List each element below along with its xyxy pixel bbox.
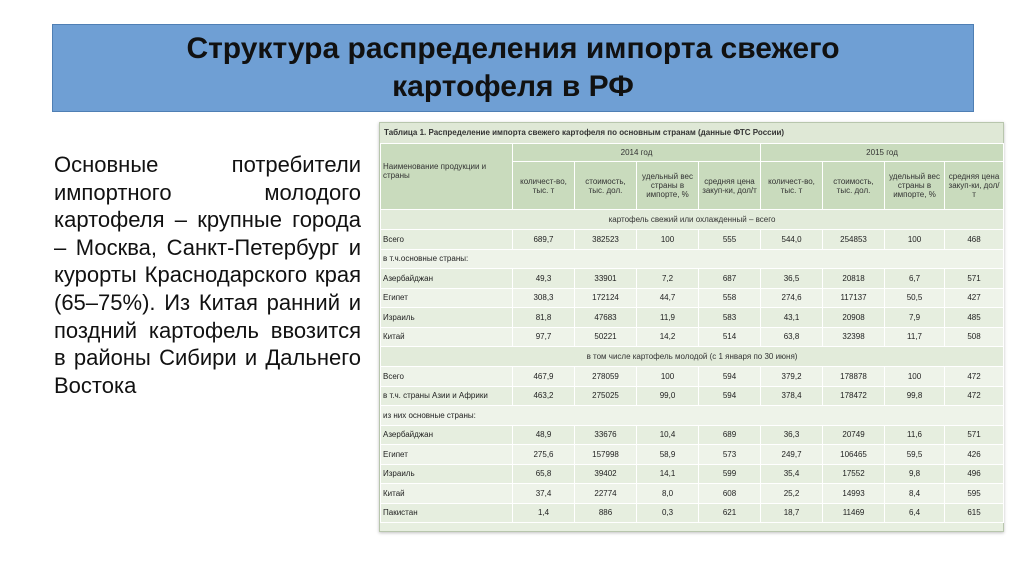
table-cell: 36,3 [761,425,823,445]
table-cell: 32398 [823,327,885,347]
table-cell: 100 [885,367,945,387]
table-cell: 0,3 [637,503,699,523]
column-header: количест-во, тыс. т [513,162,575,210]
row-label: Египет [381,288,513,308]
column-header: стоимость, тыс. дол. [823,162,885,210]
table-cell: 33676 [575,425,637,445]
row-label: Пакистан [381,503,513,523]
column-header: удельный вес страны в импорте, % [885,162,945,210]
table-cell: 117137 [823,288,885,308]
table-cell: 81,8 [513,308,575,328]
row-label: Всего [381,230,513,250]
table-cell: 37,4 [513,484,575,504]
table-cell: 689 [699,425,761,445]
table-cell: 426 [945,445,1004,465]
table-cell: 382523 [575,230,637,250]
table-cell: 18,7 [761,503,823,523]
table-cell: 20749 [823,425,885,445]
table-cell: 33901 [575,269,637,289]
table-cell: 249,7 [761,445,823,465]
table-cell: 274,6 [761,288,823,308]
table-cell: 427 [945,288,1004,308]
table-cell: 97,7 [513,327,575,347]
title-banner [52,24,974,112]
table-cell: 100 [637,230,699,250]
table-cell: 496 [945,464,1004,484]
slide-title [186,30,839,106]
table-row [381,386,1004,406]
table-cell: 308,3 [513,288,575,308]
table-row [381,308,1004,328]
table-cell: 99,0 [637,386,699,406]
row-label: Израиль [381,464,513,484]
table-cell: 485 [945,308,1004,328]
column-header: средняя цена закуп-ки, дол/т [945,162,1004,210]
table-cell: 687 [699,269,761,289]
import-table [380,143,1004,523]
table-cell: 25,2 [761,484,823,504]
table-cell: 43,1 [761,308,823,328]
table-cell: 254853 [823,230,885,250]
table-cell: 468 [945,230,1004,250]
table-row [381,367,1004,387]
table-cell: 58,9 [637,445,699,465]
table-cell: 50,5 [885,288,945,308]
table-cell: 621 [699,503,761,523]
table-cell: 100 [885,230,945,250]
row-label: Азербайджан [381,425,513,445]
table-cell: 22774 [575,484,637,504]
table-row [381,425,1004,445]
row-label: в т.ч. страны Азии и Африки [381,386,513,406]
table-cell: 571 [945,269,1004,289]
table-row [381,269,1004,289]
table-cell: 472 [945,367,1004,387]
table-cell: 35,4 [761,464,823,484]
row-label: Всего [381,367,513,387]
table-cell: 178472 [823,386,885,406]
table-row [381,230,1004,250]
subsection-label: из них основные страны: [381,406,1004,426]
table-cell: 59,5 [885,445,945,465]
table-cell: 573 [699,445,761,465]
column-header: средняя цена закуп-ки, дол/т [699,162,761,210]
row-label: Китай [381,484,513,504]
name-column-header: Наименование продукции и страны [381,144,513,210]
table-cell: 555 [699,230,761,250]
row-label: Египет [381,445,513,465]
table-cell: 599 [699,464,761,484]
table-cell: 11,7 [885,327,945,347]
table-cell: 10,4 [637,425,699,445]
table-cell: 594 [699,367,761,387]
subsection-label: в т.ч.основные страны: [381,249,1004,269]
slide-title-line1: Структура распределения импорта свежего [186,32,840,65]
table-body [381,210,1004,523]
table-cell: 7,9 [885,308,945,328]
table-cell: 14,1 [637,464,699,484]
table-cell: 106465 [823,445,885,465]
table-cell: 594 [699,386,761,406]
table-cell: 39402 [575,464,637,484]
table-cell: 278059 [575,367,637,387]
body-paragraph: Основные потребители импортного молодого картофеля – крупные города – Москва, Санкт-Петербург и курорты Краснодарского края (65–75%). Из Китая ранний и поздний картофель ввозится в районы Сибири и Дальнего Востока [54,152,361,398]
table-cell: 178878 [823,367,885,387]
table-row [381,327,1004,347]
slide-title-line2: картофеля в РФ [392,70,634,103]
table-cell: 514 [699,327,761,347]
table-cell: 689,7 [513,230,575,250]
year-2015-header: 2015 год [761,144,1004,162]
table-row [381,503,1004,523]
table-row [381,445,1004,465]
table-cell: 608 [699,484,761,504]
table-cell: 595 [945,484,1004,504]
table-cell: 63,8 [761,327,823,347]
table-cell: 472 [945,386,1004,406]
table-cell: 172124 [575,288,637,308]
import-table-image [379,122,1004,532]
table-cell: 44,7 [637,288,699,308]
table-cell: 14993 [823,484,885,504]
table-cell: 20908 [823,308,885,328]
table-cell: 463,2 [513,386,575,406]
row-label: Израиль [381,308,513,328]
table-cell: 378,4 [761,386,823,406]
table-cell: 886 [575,503,637,523]
table-cell: 14,2 [637,327,699,347]
table-cell: 157998 [575,445,637,465]
table-cell: 275025 [575,386,637,406]
table-cell: 65,8 [513,464,575,484]
table-cell: 583 [699,308,761,328]
table-cell: 11,9 [637,308,699,328]
table-cell: 17552 [823,464,885,484]
table-cell: 11,6 [885,425,945,445]
table-cell: 1,4 [513,503,575,523]
table-cell: 467,9 [513,367,575,387]
column-header: стоимость, тыс. дол. [575,162,637,210]
table-cell: 558 [699,288,761,308]
table-cell: 9,8 [885,464,945,484]
column-header: количест-во, тыс. т [761,162,823,210]
column-header: удельный вес страны в импорте, % [637,162,699,210]
table-cell: 20818 [823,269,885,289]
table-row [381,484,1004,504]
table-cell: 11469 [823,503,885,523]
table-cell: 36,5 [761,269,823,289]
table-cell: 50221 [575,327,637,347]
year-2014-header: 2014 год [513,144,761,162]
table-row [381,464,1004,484]
table-cell: 47683 [575,308,637,328]
table-cell: 48,9 [513,425,575,445]
table-cell: 99,8 [885,386,945,406]
table-cell: 7,2 [637,269,699,289]
section-header: картофель свежий или охлажденный – всего [381,210,1004,230]
table-cell: 544,0 [761,230,823,250]
table-cell: 615 [945,503,1004,523]
table-row [381,288,1004,308]
table-cell: 8,0 [637,484,699,504]
table-cell: 49,3 [513,269,575,289]
table-cell: 100 [637,367,699,387]
table-cell: 8,4 [885,484,945,504]
section-header: в том числе картофель молодой (с 1 января по 30 июня) [381,347,1004,367]
table-cell: 275,6 [513,445,575,465]
row-label: Азербайджан [381,269,513,289]
row-label: Китай [381,327,513,347]
table-cell: 379,2 [761,367,823,387]
table-cell: 508 [945,327,1004,347]
table-cell: 6,7 [885,269,945,289]
table-cell: 571 [945,425,1004,445]
table-cell: 6,4 [885,503,945,523]
table-caption: Таблица 1. Распределение импорта свежего картофеля по основным странам (данные ФТС России) [380,123,1003,143]
